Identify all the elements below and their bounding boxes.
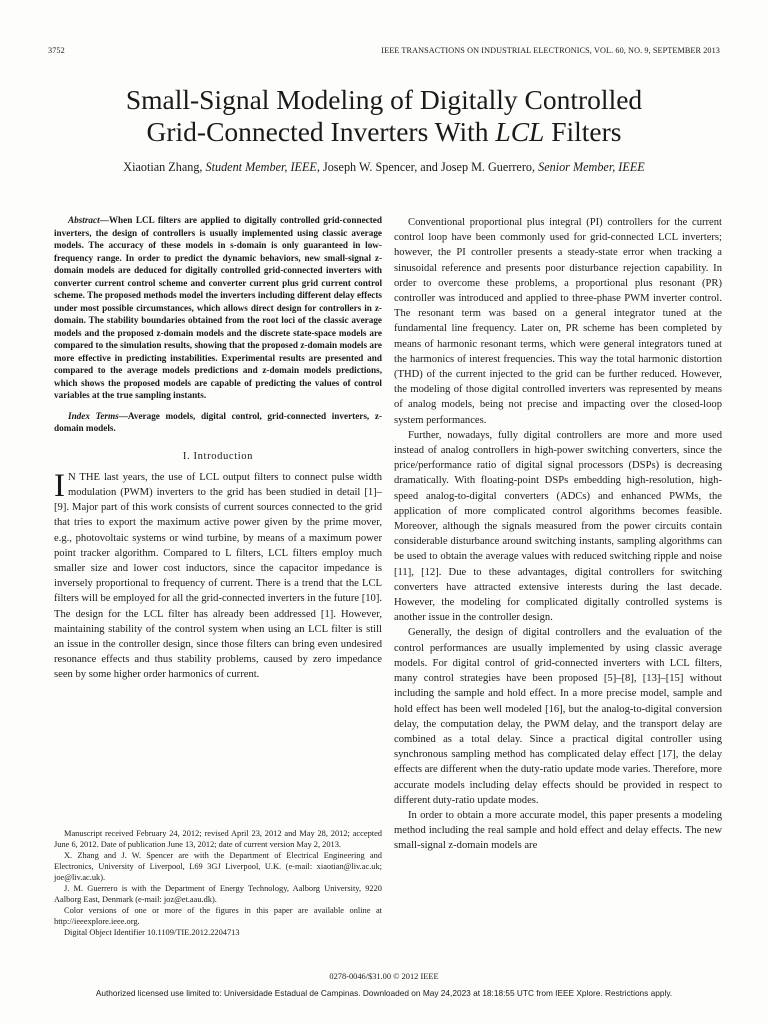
footnote-color-versions: Color versions of one or more of the figures in this paper are available online at http://ieeexplore.ieee.org. (54, 906, 382, 926)
paper-title (40, 84, 728, 148)
right-paragraph-4: In order to obtain a more accurate model, this paper presents a modeling method including the real sample and hold effect and delay effects. The new small-signal z-domain models are (394, 809, 722, 852)
right-paragraph-2: Further, nowadays, fully digital controllers are more and more used instead of analog controllers in high-power switching converters, since the price/performance ratio of digital signal processors (DSPs) is decreasing dramatically. With floating-point DSPs embedding high-resolution, high-speed analog-to-digital converters (ADCs) and enhanced PWMs, the application of more complicated control algorithms becomes feasible. Moreover, although the signals measured from the power circuits contain considerable disturbance around switching instants, sampling algorithms can be used to obtain the average values with reduced switching ripple and noise [11], [12]. Due to these advantages, digital controllers for switching converters have attracted extensive interests during the last decade. However, the modeling for complicated digitally controlled systems is another issue in the controller design. (394, 429, 722, 624)
title-line-2-start: Grid-Connected Inverters With (146, 116, 496, 147)
index-terms-label: Index Terms (68, 410, 119, 421)
title-line-2 (40, 116, 728, 148)
author-1-role: Student Member, IEEE (205, 160, 317, 174)
abstract (54, 214, 382, 402)
author-3-role: Senior Member, IEEE (538, 160, 645, 174)
abstract-label: Abstract (68, 215, 100, 225)
title-line-2-end: Filters (544, 116, 622, 147)
footnote-affiliation-1: X. Zhang and J. W. Spencer are with the Department of Electrical Engineering and Electronics, University of Liverpool, L69 3GJ Liverpool, U.K. (e-mail: xiaotian@liv.ac.uk; joe@liv.ac.uk). (54, 851, 382, 882)
left-column (54, 214, 382, 683)
intro-text: N THE last years, the use of LCL output filters to connect pulse width modulation (PWM) inverters to the grid has been studied in detail [1]–[9]. Major part of this work consists of current sources connected to the grid that tries to export the maximum active power given by the prime mover, e.g., photovoltaic systems or wind turbine, by means of a maximum power point tracker algorithm. Compared to L filters, LCL filters employ much smaller size and lower cost inductors, since the capacitor impedance is inversely proportional to frequency of current. There is a trend that the LCL filters will be employed for all the grid-connected inverters in the future [10]. The design for the LCL filter has already been addressed [1]. However, maintaining stability of the control system when using an LCL filter is still an issue in the controller design, since those filters can bring even undesired resonance effects and thus stability problems, caused by zero impedance seen by some higher order harmonics of current. (54, 471, 382, 681)
index-terms-text: —Average models, digital control, grid-connected inverters, z-domain models. (54, 410, 382, 433)
right-paragraph-1: Conventional proportional plus integral (PI) controllers for the current control loop have been commonly used for grid-connected LCL inverters; however, the PI controller presents a steady-state error when tracking a sinusoidal reference and presents poor disturbance rejection capability. In order to overcome these problems, a proportional plus resonant (PR) controller was introduced and applied to three-phase PWM inverter control. The resonant term was based on a general integrator tuned at the fundamental line frequency. Later on, PR scheme has been completed by means of harmonic resonant terms, which were general integrators tuned at the harmonics of interest frequencies. This way the total harmonic distortion (THD) of the current injected to the grid can be further reduced. However, the modeling of those digital controlled inverters was represented by means of analog models, being not precise and impacting over the closed-loop system performances. (394, 217, 722, 426)
footnote-doi: Digital Object Identifier 10.1109/TIE.2012.2204713 (64, 928, 240, 937)
author-1: Xiaotian Zhang, (123, 160, 206, 174)
journal-header: IEEE TRANSACTIONS ON INDUSTRIAL ELECTRONICS, VOL. 60, NO. 9, SEPTEMBER 2013 (381, 46, 720, 55)
section-heading-introduction: I. Introduction (182, 450, 254, 462)
copyright-line: 0278-0046/$31.00 © 2012 IEEE (329, 972, 439, 981)
abstract-text: —When LCL filters are applied to digitally controlled grid-connected inverters, the design of controllers is usually implemented using classic average models. The accuracy of these models in s-domain is only guaranteed in low-frequency range. In order to predict the dynamic behaviors, new small-signal z-domain models are deduced for digitally controlled grid-connected inverters with converter current control scheme and converter current plus grid current control scheme. The proposed methods model the inverters including different delay effects under most possible circumstances, which allows direct design for controllers in z-domain. The stability boundaries obtained from the root loci of the classic average models and the proposed z-domain models and the discrete state-space models are compared to the simulation results, showing that the proposed z-domain models are more effective in predicting instabilities. Experimental results are presented and compared to the average models predictions and z-domain models predictions, which shows the proposed models are capable of predicting the values of control variables at the true sampling instants. (54, 215, 382, 400)
running-header (48, 46, 720, 60)
author-list (40, 160, 728, 175)
drop-cap: I (54, 467, 65, 504)
footnote-affiliation-2: J. M. Guerrero is with the Department of Energy Technology, Aalborg University, 9220 Aalborg East, Denmark (e-mail: joz@et.aau.dk). (54, 884, 382, 904)
author-2-3: , Joseph W. Spencer, and Josep M. Guerrero, (316, 160, 539, 174)
page-number: 3752 (48, 46, 65, 55)
right-paragraph-3: Generally, the design of digital controllers and the evaluation of the control performances are usually implemented by using classic average models. For digital control of grid-connected inverters with LCL filters, many control strategies have been proposed [5]–[8], [13]–[15] without including the sample and hold effect. In a more precise model, sample and hold effect has been well modeled [16], but the analog-to-digital conversion delay, the computation delay, the PWM delay, and the transport delay are combined as a total delay. Since a practical digital controller using synchronous sampling method has complicated delay effect [17], the delay effects are different when the duty-ratio update mode varies. Therefore, more accurate models including delay effects should be provided in respect to different duty-ratio update modes. (394, 627, 722, 806)
right-column (394, 215, 722, 854)
footnote-manuscript: Manuscript received February 24, 2012; revised April 23, 2012 and May 28, 2012; accepted June 6, 2012. Date of publication June 13, 2012; date of current version May 2, 2013. (54, 829, 382, 849)
title-lcl: LCL (495, 116, 545, 147)
intro-paragraph (54, 467, 382, 683)
license-notice: Authorized licensed use limited to: Universidade Estadual de Campinas. Downloaded on May 24,2023 at 18:18:55 UTC from IEEE Xplore. Restrictions apply. (95, 988, 673, 998)
footnotes (54, 828, 382, 938)
title-line-1: Small-Signal Modeling of Digitally Controlled (125, 84, 643, 115)
index-terms (54, 410, 382, 435)
